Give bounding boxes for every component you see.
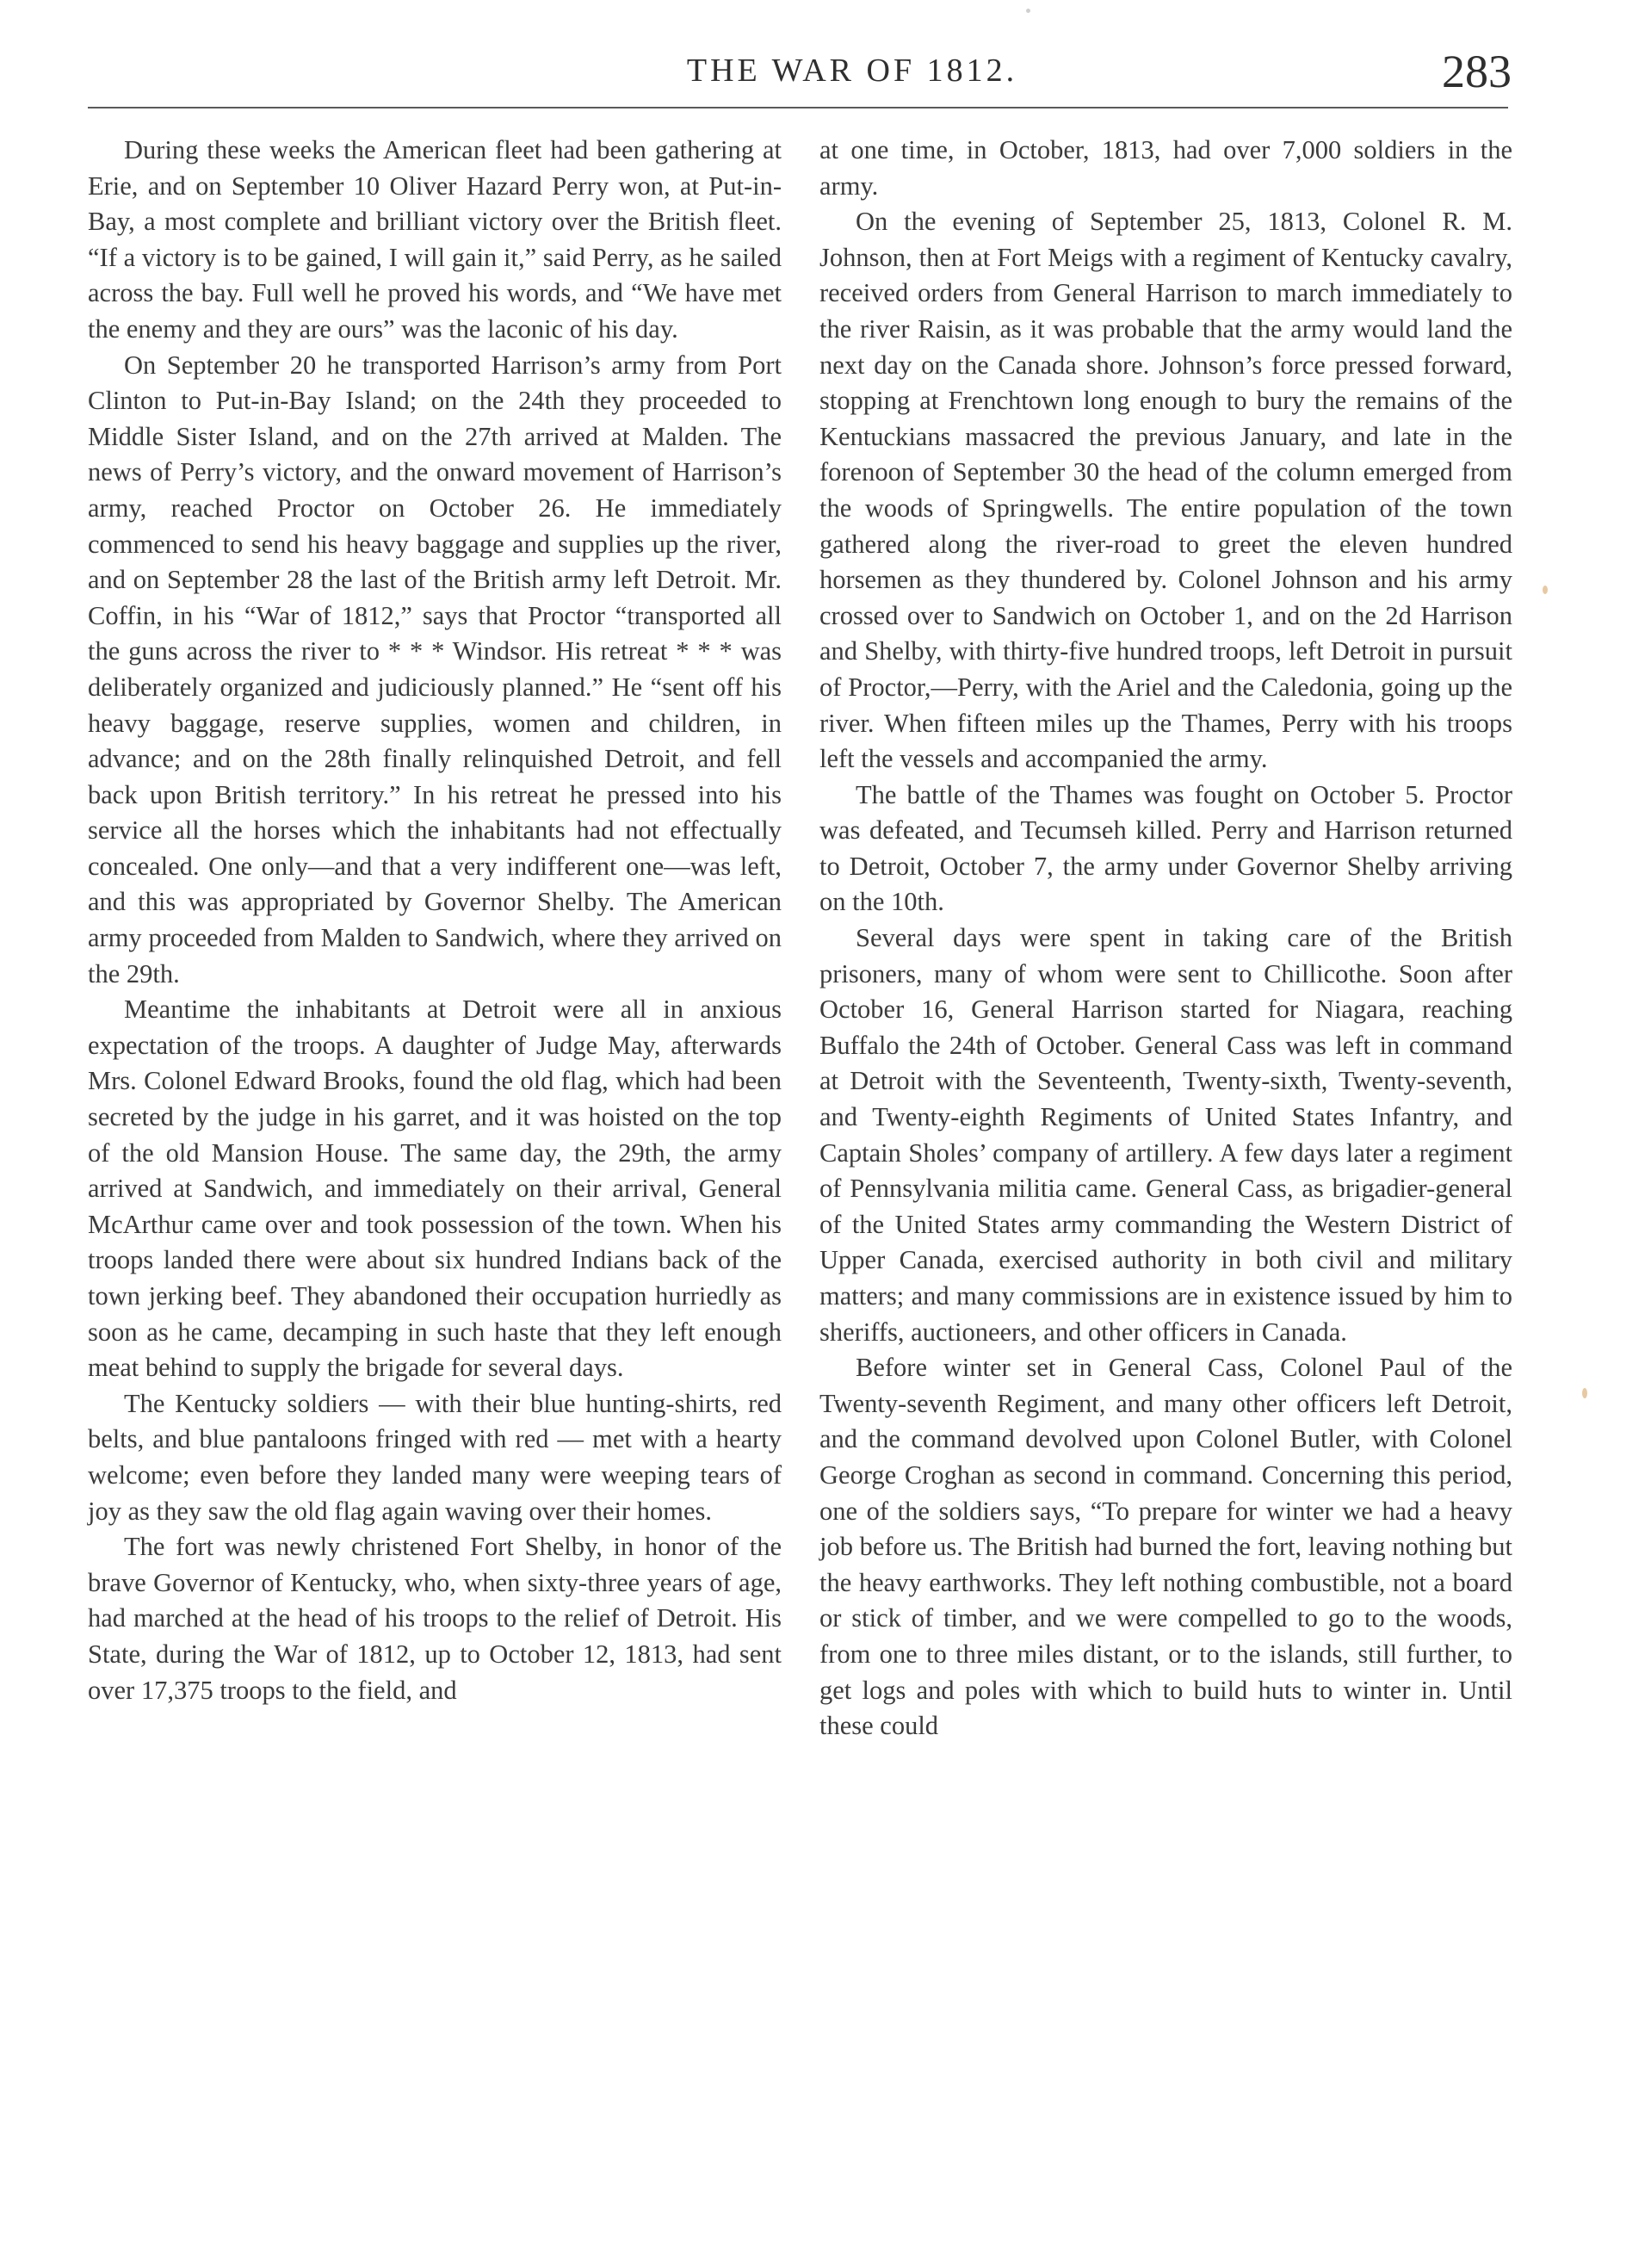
paragraph: On the evening of September 25, 1813, Colonel R. M. Johnson, then at Fort Meigs with a regiment of Kentucky cavalry, received orders from General Harrison to march immediately to the river Raisin, as it was probable that the army would land the next day on the Canada shore. Johnson’s force pressed forward, stopping at Frenchtown long enough to bury the remains of the Kentuckians massacred the previous January, and late in the forenoon of September 30 the head of the column emerged from the woods of Springwells. The entire population of the town gathered along the river-road to greet the eleven hundred horsemen as they thundered by. Colonel Johnson and his army crossed over to Sandwich on October 1, and on the 2d Harrison and Shelby, with thirty-five hundred troops, left Detroit in pursuit of Proctor,—Perry, with the Ariel and the Caledonia, going up the river. When fifteen miles up the Thames, Perry with his troops left the vessels and accompanied the army. bbox=[819, 207, 1512, 774]
paragraph: During these weeks the American fleet had been gathering at Erie, and on September 10 Oliver Hazard Perry won, at Put-in-Bay, a most complete and brilliant victory over the British fleet. “If a victory is to be gained, I will gain it,” said Perry, as he sailed across the bay. Full well he proved his words, and “We have met the enemy and they are ours” was the laconic of his day. bbox=[88, 135, 782, 344]
paragraph: Several days were spent in taking care of the British prisoners, many of whom were sent to Chillicothe. Soon after October 16, General Harrison started for Niagara, reaching Buffalo the 24th of October. General Cass was left in command at Detroit with the Seventeenth, Twenty-sixth, Twenty-seventh, and Twenty-eighth Regiments of United States Infantry, and Captain Sholes’ company of artillery. A few days later a regiment of Pennsylvania militia came. General Cass, as brigadier-general of the United States army commanding the Western District of Upper Canada, exercised authority in both civil and military matters; and many commissions are in existence issued by him to sheriffs, auctioneers, and other officers in Canada. bbox=[819, 923, 1512, 1347]
paper-speck bbox=[1543, 586, 1548, 594]
paragraph: On September 20 he transported Harrison’s army from Port Clinton to Put-in-Bay Island; on the 24th they proceeded to Middle Sister Island, and on the 27th arrived at Malden. The news of Perry’s victory, and the onward movement of Harrison’s army, reached Proctor on October 26. He immediately commenced to send his heavy baggage and supplies up the river, and on September 28 the last of the British army left Detroit. Mr. Coffin, in his “War of 1812,” says that Proctor “transported all the guns across the river to * * * Windsor. His retreat * * * was deliberately organized and judiciously planned.” He “sent off his heavy baggage, reserve supplies, women and children, in advance; and on the 28th finally relinquished Detroit, and fell back upon British territory.” In his retreat he pressed into his service all the horses which the inhabitants had not effectually concealed. One only—and that a very indifferent one—was left, and this was appropriated by Governor Shelby. The American army proceeded from Malden to Sandwich, where they arrived on the 29th. bbox=[88, 350, 782, 988]
paragraph: The fort was newly christened Fort Shelby, in honor of the brave Governor of Kentucky, who, when sixty-three years of age, had marched at the head of his troops to the relief of Detroit. His State, during the War of 1812, up to October 12, 1813, had sent over 17,375 troops to the field, and bbox=[88, 1532, 782, 1705]
header-rule bbox=[88, 107, 1508, 108]
paper-speck bbox=[1582, 1388, 1587, 1398]
left-column bbox=[88, 133, 782, 1708]
right-column bbox=[819, 133, 1512, 1744]
paper-speck bbox=[1026, 9, 1030, 13]
paragraph: The Kentucky soldiers — with their blue hunting-shirts, red belts, and blue pantaloons fringed with red — met with a hearty welcome; even before they landed many were weeping tears of joy as they saw the old flag again waving over their homes. bbox=[88, 1388, 782, 1526]
paragraph: Before winter set in General Cass, Colonel Paul of the Twenty-seventh Regiment, and many other officers left Detroit, and the command devolved upon Colonel Butler, with Colonel George Croghan as second in command. Concerning this period, one of the soldiers says, “To prepare for winter we had a heavy job before us. The British had burned the fort, leaving nothing but the heavy earthworks. They left nothing combustible, not a board or stick of timber, and we were compelled to go to the woods, from one to three miles distant, or to the islands, still further, to get logs and poles with which to build huts to winter in. Until these could bbox=[819, 1353, 1512, 1741]
running-title: THE WAR OF 1812. bbox=[686, 53, 1018, 89]
page-number: 283 bbox=[1442, 46, 1512, 97]
paragraph: Meantime the inhabitants at Detroit were all in anxious expectation of the troops. A daughter of Judge May, afterwards Mrs. Colonel Edward Brooks, found the old flag, which had been secreted by the judge in his garret, and it was hoisted on the top of the old Mansion House. The same day, the 29th, the army arrived at Sandwich, and immediately on their arrival, General McArthur came over and took possession of the town. When his troops landed there were about six hundred Indians back of the town jerking beef. They abandoned their occupation hurriedly as soon as he came, decamping in such haste that they left enough meat behind to supply the brigade for several days. bbox=[88, 995, 782, 1383]
continued-paragraph: at one time, in October, 1813, had over 7,000 soldiers in the army. bbox=[819, 135, 1512, 201]
paragraph: The battle of the Thames was fought on October 5. Proctor was defeated, and Tecumseh killed. Perry and Harrison returned to Detroit, October 7, the army under Governor Shelby arriving on the 10th. bbox=[819, 779, 1512, 917]
